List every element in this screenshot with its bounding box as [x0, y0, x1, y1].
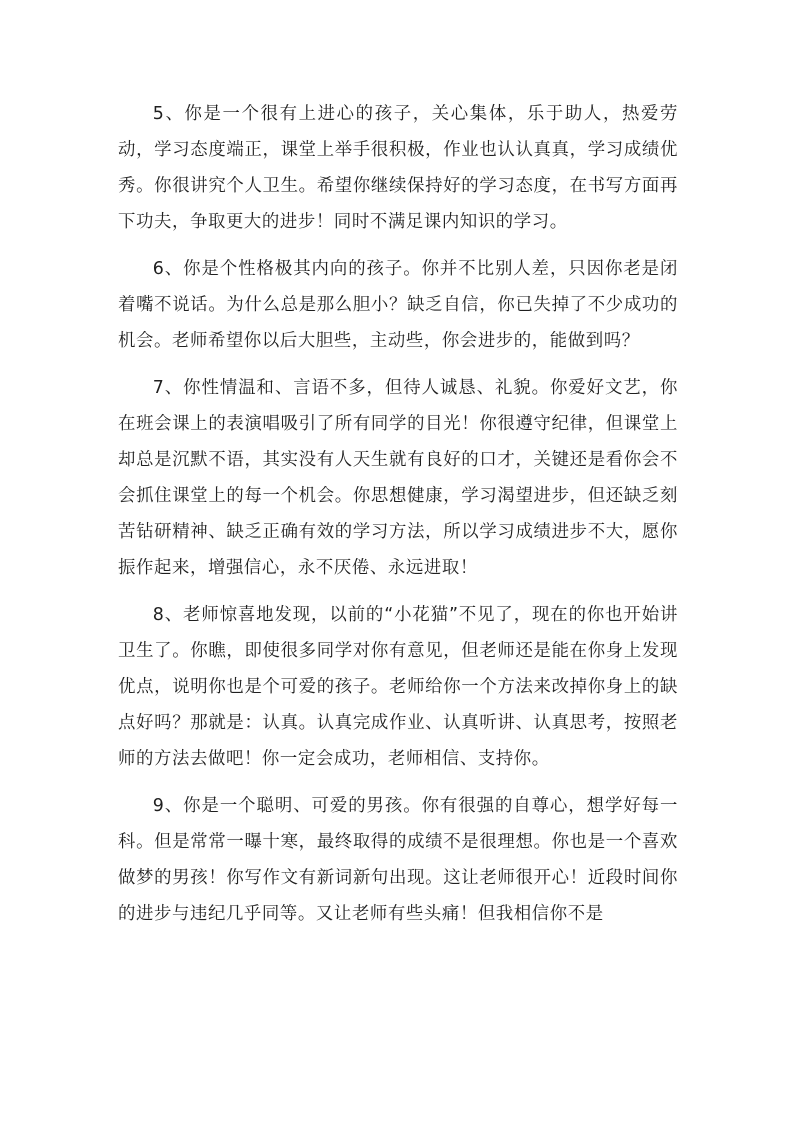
paragraph-7: 7、你性情温和、言语不多，但待人诚恳、礼貌。你爱好文艺，你在班会课上的表演唱吸引了所有同学的目光！你很遵守纪律，但课堂上却总是沉默不语，其实没有人天生就有良好的口才，关键还是看你会不会抓住课堂上的每一个机会。你思想健康，学习渴望进步，但还缺乏刻苦钻研精神、缺乏正确有效的学习方法，所以学习成绩进步不大，愿你振作起来，增强信心，永不厌倦、永远进取！ [118, 378, 678, 578]
paragraph-8: 8、老师惊喜地发现，以前的“小花猫”不见了，现在的你也开始讲卫生了。你瞧，即使很多同学对你有意见，但老师还是能在你身上发现优点，说明你也是个可爱的孩子。老师给你一个方法来改掉你身上的缺点好吗？那就是：认真。认真完成作业、认真听讲、认真思考，按照老师的方法去做吧！你一定会成功，老师相信、支持你。 [118, 605, 678, 769]
paragraph-9: 9、你是一个聪明、可爱的男孩。你有很强的自尊心，想学好每一科。但是常常一曝十寒，最终取得的成绩不是很理想。你也是一个喜欢做梦的男孩！你写作文有新词新句出现。这让老师很开心！近段时间你的进步与违纪几乎同等。又让老师有些头痛！但我相信你不是 [118, 796, 678, 924]
paragraph-5: 5、你是一个很有上进心的孩子，关心集体，乐于助人，热爱劳动，学习态度端正，课堂上举手很积极，作业也认认真真，学习成绩优秀。你很讲究个人卫生。希望你继续保持好的学习态度，在书写方面再下功夫，争取更大的进步！同时不满足课内知识的学习。 [118, 104, 678, 232]
document-body [118, 96, 678, 943]
paragraph-6: 6、你是个性格极其内向的孩子。你并不比别人差，只因你老是闭着嘴不说话。为什么总是那么胆小？缺乏自信，你已失掉了不少成功的机会。老师希望你以后大胆些，主动些，你会进步的，能做到吗？ [118, 259, 678, 351]
